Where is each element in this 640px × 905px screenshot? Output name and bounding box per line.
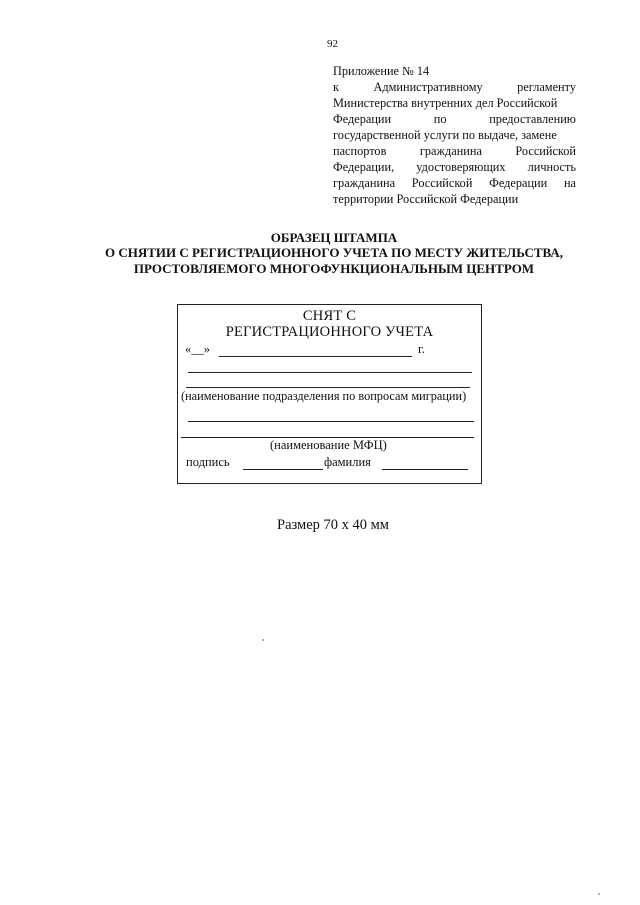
appendix-word: по: [433, 112, 447, 126]
appendix-word: Административному: [373, 80, 483, 94]
stamp-size-caption: Размер 70 х 40 мм: [277, 517, 389, 533]
migration-caption: (наименование подразделения по вопросам миграции): [181, 389, 467, 403]
page-number: 92: [327, 38, 338, 50]
appendix-word: на: [563, 176, 576, 190]
appendix-word: Российской: [411, 176, 473, 190]
appendix-word: регламенту: [517, 80, 576, 94]
appendix-word: предоставлению: [489, 112, 576, 126]
appendix-row-4: государственной услуги по выдаче, замене: [333, 128, 557, 142]
appendix-row-1: [333, 79, 576, 95]
heading-line-3: ПРОСТОВЛЯЕМОГО МНОГОФУНКЦИОНАЛЬНЫМ ЦЕНТРОМ: [133, 261, 535, 276]
appendix-row-6: [333, 159, 576, 175]
surname-blank-line: [382, 469, 468, 470]
migration-line-2: [186, 387, 470, 388]
stamp-heading-2: РЕГИСТРАЦИОННОГО УЧЕТА: [225, 324, 434, 340]
scan-speck: [262, 639, 264, 641]
appendix-word: личность: [527, 160, 576, 174]
appendix-word: удостоверяющих: [416, 160, 506, 174]
stamp-sample-box: [177, 304, 482, 484]
appendix-word: Федерации,: [333, 160, 395, 174]
appendix-row-5: [333, 143, 576, 159]
appendix-word: Федерации: [489, 176, 548, 190]
appendix-row-8: территории Российской Федерации: [333, 192, 519, 206]
heading-line-2: О СНЯТИИ С РЕГИСТРАЦИОННОГО УЧЕТА ПО МЕСТУ ЖИТЕЛЬСТВА,: [104, 245, 564, 260]
date-day-placeholder: «__»: [185, 342, 210, 356]
appendix-word: гражданина: [333, 176, 396, 190]
stamp-heading-1: СНЯТ С: [302, 308, 357, 324]
appendix-word: к: [333, 80, 339, 94]
signature-blank-line: [243, 469, 323, 470]
scan-speck: [598, 893, 600, 895]
date-blank-line: [219, 356, 412, 357]
appendix-row-2: Министерства внутренних дел Российской: [333, 96, 558, 110]
signature-label: подпись: [186, 455, 230, 469]
mfc-caption: (наименование МФЦ): [270, 438, 387, 452]
migration-line-1: [188, 372, 472, 373]
mfc-line-1: [188, 421, 474, 422]
appendix-block: [333, 63, 576, 207]
appendix-word: Федерации: [333, 112, 392, 126]
heading-line-1: ОБРАЗЕЦ ШТАМПА: [270, 230, 398, 245]
appendix-row-3: [333, 111, 576, 127]
date-year-suffix: г.: [418, 342, 425, 356]
appendix-title: Приложение № 14: [333, 64, 430, 78]
appendix-word: паспортов: [333, 144, 387, 158]
appendix-word: Российской: [515, 144, 576, 158]
appendix-row-7: [333, 175, 576, 191]
appendix-word: гражданина: [419, 144, 482, 158]
surname-label: фамилия: [324, 455, 371, 469]
